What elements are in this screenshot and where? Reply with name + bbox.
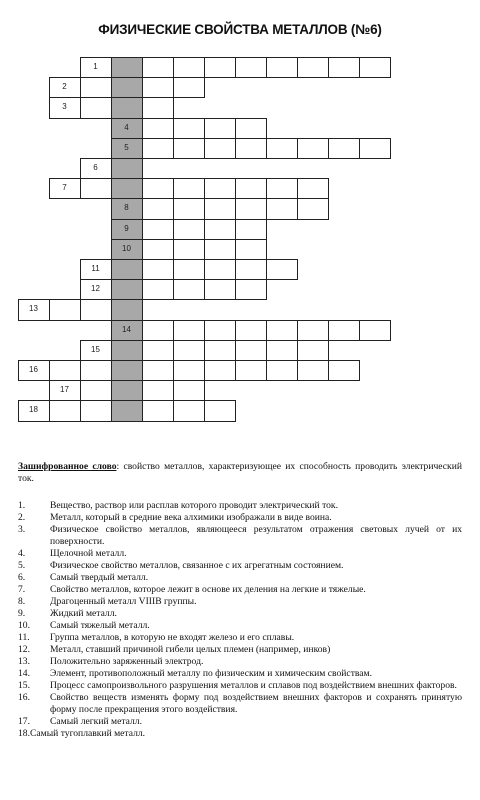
clue-number: 2. — [18, 512, 26, 523]
clue-text: Самый легкий металл. — [50, 716, 142, 727]
crossword-row-number: 2 — [62, 82, 67, 92]
clue-text: Процесс самопроизвольного разрушения металлов и сплавов под воздействием внешних факторов. — [50, 680, 457, 691]
crossword-cell[interactable] — [297, 57, 329, 78]
clue-number: 7. — [18, 584, 26, 595]
crossword-cell[interactable] — [297, 360, 329, 381]
crossword-cell[interactable] — [235, 360, 267, 381]
crossword-cell[interactable] — [204, 400, 236, 421]
crossword-cell[interactable] — [173, 198, 205, 219]
clue-number: 13. — [18, 656, 30, 667]
crossword-cell[interactable] — [297, 178, 329, 199]
clue-number: 17. — [18, 716, 30, 727]
clue-text: Положительно заряженный электрод. — [50, 656, 204, 667]
crossword-cell[interactable] — [173, 138, 205, 159]
clue-number: 5. — [18, 560, 26, 571]
crossword-cell[interactable] — [359, 320, 391, 341]
clue-item — [18, 656, 462, 668]
clue-text: Самый твердый металл. — [50, 572, 149, 583]
crossword-cell[interactable] — [142, 239, 174, 260]
crossword-row-number: 17 — [60, 385, 69, 395]
crossword-key-cell[interactable] — [111, 57, 143, 78]
crossword-cell[interactable] — [235, 239, 267, 260]
crossword-row-number: 10 — [122, 243, 131, 253]
crossword-cell[interactable] — [80, 299, 112, 320]
clue-number: 9. — [18, 608, 26, 619]
crossword-row-number: 12 — [91, 284, 100, 294]
crossword-cell[interactable] — [80, 380, 112, 401]
clue-number: 12. — [18, 644, 30, 655]
secret-word-text: : свойство металлов, характеризующее их способность проводить электрический ток. — [18, 461, 462, 484]
crossword-cell[interactable] — [235, 279, 267, 300]
crossword-row-number: 7 — [62, 183, 67, 193]
clue-number: 11. — [18, 632, 30, 643]
crossword-cell[interactable] — [173, 320, 205, 341]
crossword-key-cell[interactable] — [111, 400, 143, 421]
crossword-cell[interactable] — [142, 118, 174, 139]
crossword-cell[interactable] — [328, 320, 360, 341]
crossword-cell[interactable] — [266, 340, 298, 361]
crossword-cell[interactable] — [173, 239, 205, 260]
crossword-cell[interactable] — [173, 77, 205, 98]
crossword-cell[interactable] — [142, 57, 174, 78]
crossword-cell[interactable] — [235, 219, 267, 240]
clue-item — [18, 596, 462, 608]
crossword-cell[interactable] — [80, 400, 112, 421]
crossword-cell[interactable] — [204, 178, 236, 199]
crossword-cell[interactable] — [142, 198, 174, 219]
crossword-row-number: 13 — [29, 304, 38, 314]
clue-number: 18. — [18, 728, 30, 739]
crossword-row-number: 9 — [124, 223, 129, 233]
crossword-cell[interactable] — [204, 279, 236, 300]
crossword-cell[interactable] — [204, 360, 236, 381]
crossword-cell[interactable] — [142, 138, 174, 159]
crossword-cell[interactable] — [359, 57, 391, 78]
crossword-row-number: 1 — [93, 62, 98, 71]
clue-list — [18, 500, 462, 740]
crossword-cell[interactable] — [266, 259, 298, 280]
clue-item — [18, 548, 462, 560]
clue-item — [18, 644, 462, 656]
crossword-row-number: 3 — [62, 102, 67, 112]
crossword-cell[interactable] — [204, 320, 236, 341]
crossword-cell[interactable] — [204, 340, 236, 361]
crossword-cell[interactable] — [204, 57, 236, 78]
clue-item — [18, 680, 462, 692]
crossword-cell[interactable] — [328, 57, 360, 78]
crossword-row-number: 18 — [29, 405, 38, 415]
crossword-cell[interactable] — [235, 118, 267, 139]
crossword-cell[interactable] — [80, 97, 112, 118]
clue-number: 3. — [18, 524, 26, 535]
clue-number: 16. — [18, 692, 30, 703]
crossword-cell[interactable] — [142, 320, 174, 341]
clue-text: Свойство металлов, которое лежит в основе их деления на легкие и тяжелые. — [50, 584, 366, 595]
clue-text: Группа металлов, в которую не входят железо и его сплавы. — [50, 632, 295, 643]
clue-text: Вещество, раствор или расплав которого проводит электрический ток. — [50, 500, 338, 511]
crossword-cell[interactable] — [297, 320, 329, 341]
crossword-cell[interactable] — [235, 198, 267, 219]
crossword-cell[interactable] — [173, 259, 205, 280]
crossword-cell[interactable] — [297, 138, 329, 159]
crossword-key-cell[interactable] — [111, 279, 143, 300]
clue-item — [18, 716, 462, 728]
crossword-cell[interactable] — [204, 239, 236, 260]
secret-word-description — [18, 461, 462, 485]
crossword-cell[interactable] — [266, 360, 298, 381]
crossword-cell[interactable] — [142, 360, 174, 381]
clue-number: 1. — [18, 500, 26, 511]
crossword-row-number: 6 — [93, 163, 98, 172]
clue-text: Металл, который в средние века алхимики изображали в виде воина. — [50, 512, 332, 523]
clue-text: Физическое свойство металлов, являющееся результатом отражения световых лучей от их поверхности. — [50, 524, 462, 547]
crossword-row-number: 14 — [122, 324, 131, 334]
crossword-cell[interactable] — [142, 400, 174, 421]
crossword-cell[interactable] — [173, 178, 205, 199]
crossword-cell[interactable] — [235, 57, 267, 78]
clue-item — [18, 512, 462, 524]
crossword-cell[interactable] — [235, 340, 267, 361]
crossword-cell[interactable] — [80, 360, 112, 381]
clue-item — [18, 584, 462, 596]
crossword-cell[interactable] — [142, 259, 174, 280]
crossword-key-cell[interactable] — [111, 360, 143, 381]
clue-item — [18, 572, 462, 584]
crossword-cell[interactable] — [204, 259, 236, 280]
clue-item — [18, 500, 462, 512]
crossword-row-number: 11 — [91, 264, 100, 273]
clue-text: Элемент, противоположный металлу по физическим и химическим свойствам. — [50, 668, 373, 679]
crossword-cell[interactable] — [266, 138, 298, 159]
clue-text: Щелочной металл. — [50, 548, 127, 559]
clue-item — [18, 632, 462, 644]
crossword-cell[interactable] — [142, 380, 174, 401]
clue-body: Самый тугоплавкий металл. — [30, 728, 146, 739]
crossword-cell[interactable] — [49, 400, 81, 421]
crossword-cell[interactable] — [204, 219, 236, 240]
crossword-cell[interactable] — [235, 259, 267, 280]
crossword-key-cell[interactable] — [111, 77, 143, 98]
clue-item — [18, 560, 462, 572]
clue-number: 4. — [18, 548, 26, 559]
crossword-key-cell[interactable] — [111, 158, 143, 179]
clue-item — [18, 620, 462, 632]
crossword-cell[interactable] — [142, 279, 174, 300]
crossword-key-cell[interactable] — [111, 178, 143, 199]
crossword-row-number: 15 — [91, 344, 100, 354]
crossword-cell[interactable] — [142, 77, 174, 98]
clue-text: Жидкий металл. — [50, 608, 117, 619]
crossword-cell[interactable] — [266, 320, 298, 341]
crossword-cell[interactable] — [359, 138, 391, 159]
crossword-cell[interactable] — [297, 198, 329, 219]
crossword-cell[interactable] — [80, 178, 112, 199]
crossword-cell[interactable] — [204, 118, 236, 139]
clue-text: Металл, ставший причиной гибели целых племен (например, инков) — [50, 644, 331, 655]
clue-item — [18, 608, 462, 620]
clue-text: Самый тяжелый металл. — [50, 620, 150, 631]
crossword-row-number: 5 — [124, 142, 129, 152]
crossword-cell[interactable] — [49, 299, 81, 320]
clue-text: Свойство веществ изменять форму под воздействием внешних факторов и сохранять принятую форму после прекращения этого воздействия. — [50, 692, 462, 715]
crossword-cell[interactable] — [266, 198, 298, 219]
crossword-cell[interactable] — [173, 118, 205, 139]
clue-number: 8. — [18, 596, 26, 607]
crossword-key-cell[interactable] — [111, 259, 143, 280]
clue-item — [18, 524, 462, 548]
crossword-cell[interactable] — [328, 360, 360, 381]
crossword-cell[interactable] — [328, 138, 360, 159]
crossword-cell[interactable] — [142, 340, 174, 361]
clue-item — [18, 692, 462, 716]
crossword-row-number: 4 — [124, 122, 129, 132]
crossword-cell[interactable] — [80, 77, 112, 98]
crossword-cell[interactable] — [173, 279, 205, 300]
secret-word-label: Зашифрованное слово — [18, 461, 117, 472]
clue-item — [18, 668, 462, 680]
crossword-cell[interactable] — [142, 219, 174, 240]
crossword-cell[interactable] — [173, 57, 205, 78]
crossword-cell[interactable] — [142, 178, 174, 199]
clue-text: Драгоценный металл VIIIB группы. — [50, 596, 197, 607]
clue-text — [18, 728, 462, 740]
crossword-cell[interactable] — [173, 340, 205, 361]
crossword-key-cell[interactable] — [111, 340, 143, 361]
crossword-cell[interactable] — [297, 340, 329, 361]
crossword-cell[interactable] — [173, 380, 205, 401]
crossword-cell[interactable] — [173, 360, 205, 381]
crossword-key-cell[interactable] — [111, 299, 143, 320]
crossword-key-cell[interactable] — [111, 380, 143, 401]
crossword-cell[interactable] — [235, 138, 267, 159]
crossword-row-number: 8 — [124, 203, 129, 213]
crossword-cell[interactable] — [235, 178, 267, 199]
clue-number: 10. — [18, 620, 30, 631]
clue-text: Физическое свойство металлов, связанное с их агрегатным состоянием. — [50, 560, 344, 571]
crossword-cell[interactable] — [266, 178, 298, 199]
clue-item — [18, 728, 462, 740]
crossword-cell[interactable] — [235, 320, 267, 341]
crossword-cell[interactable] — [49, 360, 81, 381]
crossword-cell[interactable] — [173, 219, 205, 240]
crossword-row-number: 16 — [29, 365, 38, 374]
crossword-cell[interactable] — [142, 97, 174, 118]
crossword-cell[interactable] — [173, 400, 205, 421]
clue-number: 14. — [18, 668, 30, 679]
crossword-key-cell[interactable] — [111, 97, 143, 118]
crossword-cell[interactable] — [204, 198, 236, 219]
page-title: ФИЗИЧЕСКИЕ СВОЙСТВА МЕТАЛЛОВ (№6) — [98, 22, 382, 37]
crossword-cell[interactable] — [204, 138, 236, 159]
clue-number: 6. — [18, 572, 26, 583]
clue-number: 15. — [18, 680, 30, 691]
crossword-cell[interactable] — [266, 57, 298, 78]
